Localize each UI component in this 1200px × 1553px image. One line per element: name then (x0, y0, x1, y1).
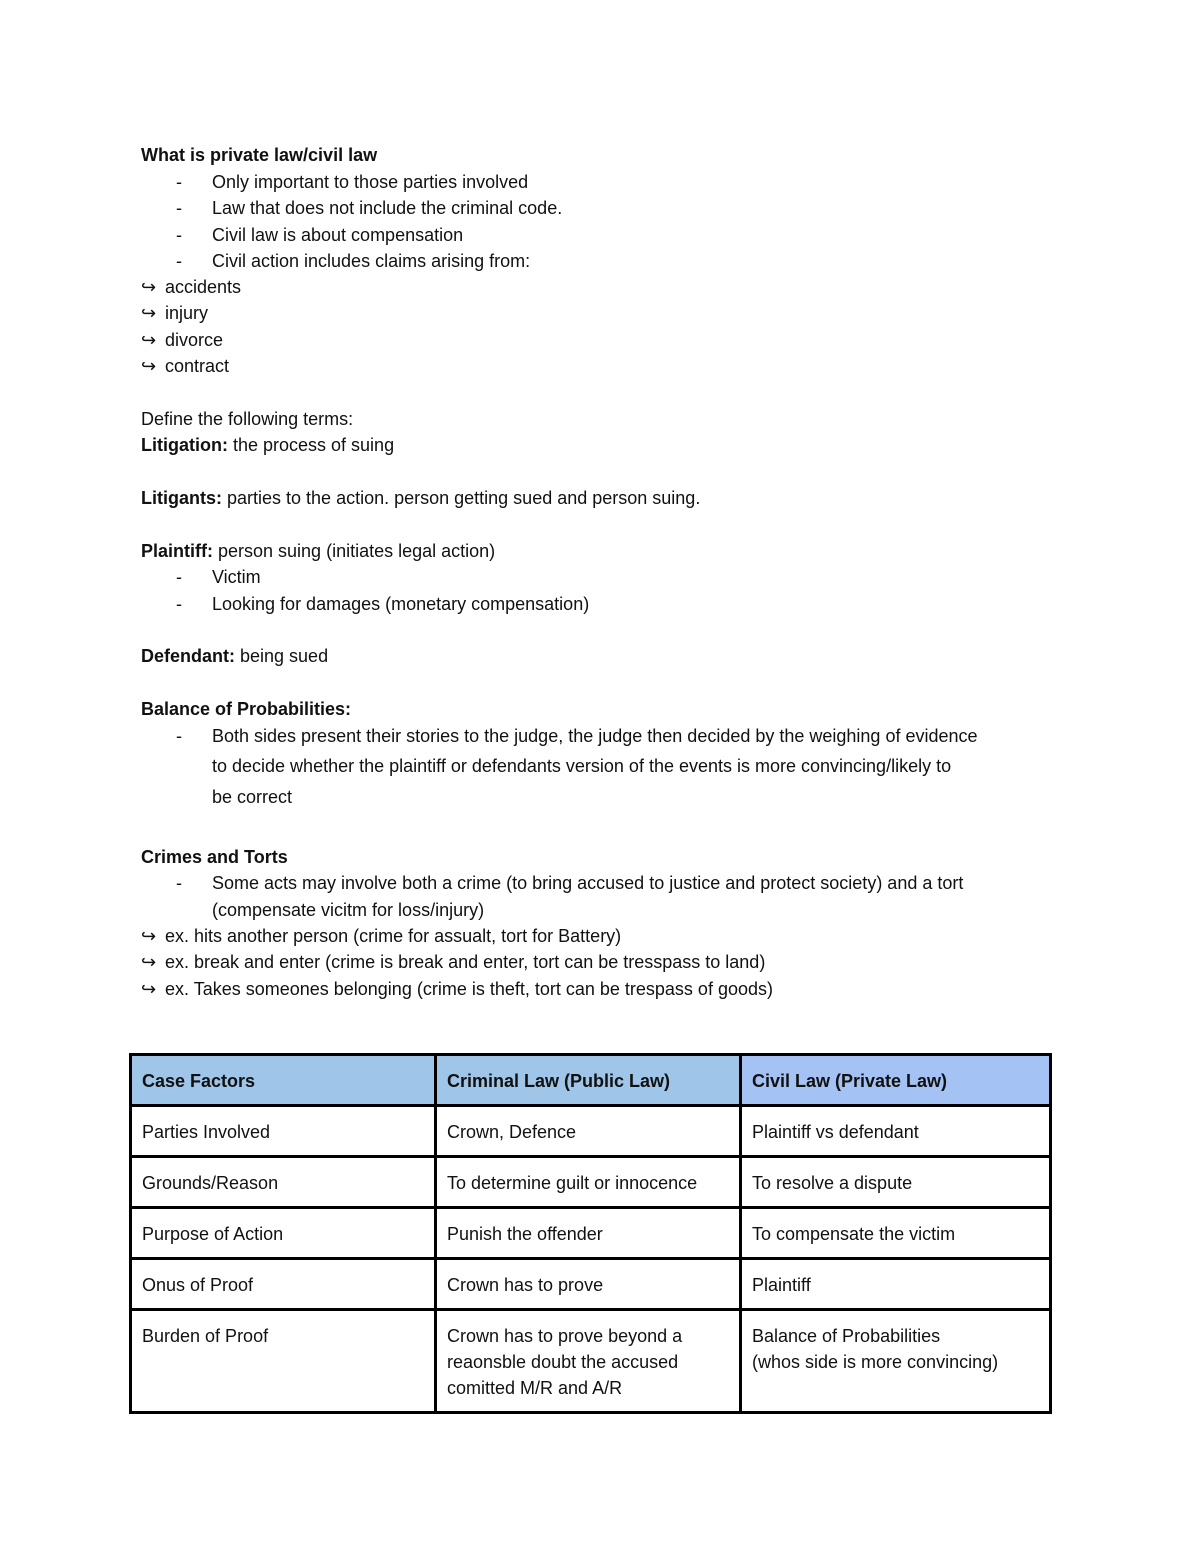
term-balance: Balance of Probabilities: (141, 699, 352, 719)
comparison-table (129, 1053, 1052, 1414)
private-law-bullet: Only important to those parties involved (212, 172, 529, 192)
hook-arrow-icon: ↪ (141, 277, 157, 297)
table-row (131, 1106, 1051, 1157)
term-litigation: Litigation: the process of suing (141, 435, 395, 455)
cell-civil: Plaintiff vs defendant (741, 1106, 1051, 1157)
cell-factor: Grounds/Reason (131, 1157, 436, 1208)
bullet-dash: - (176, 225, 182, 245)
cell-criminal: Crown has to prove (436, 1259, 741, 1310)
cell-criminal: Crown, Defence (436, 1106, 741, 1157)
term-plaintiff: Plaintiff: person suing (initiates legal action) (141, 541, 496, 561)
example-item: ↪ ex. Takes someones belonging (crime is theft, tort can be trespass of goods) (141, 979, 773, 999)
table-header-row (131, 1055, 1051, 1106)
bullet-dash: - (176, 198, 182, 218)
balance-line: to decide whether the plaintiff or defendants version of the events is more convincing/likely to (212, 756, 952, 776)
cell-civil: To resolve a dispute (741, 1157, 1051, 1208)
claim-item: ↪ injury (141, 303, 209, 323)
bullet-dash: - (176, 172, 182, 192)
bullet-dash: - (176, 567, 182, 587)
private-law-bullet: Law that does not include the criminal code. (212, 198, 563, 218)
plaintiff-bullet: Victim (212, 567, 261, 587)
term-defendant: Defendant: being sued (141, 646, 329, 666)
crimes-torts-line: (compensate vicitm for loss/injury) (212, 900, 485, 920)
cell-civil: To compensate the victim (741, 1208, 1051, 1259)
table-row (131, 1310, 1051, 1413)
hook-arrow-icon: ↪ (141, 303, 157, 323)
bullet-dash: - (176, 726, 182, 746)
claim-item: ↪ accidents (141, 277, 242, 297)
cell-civil: Plaintiff (741, 1259, 1051, 1310)
cell-line: Balance of Probabilities (752, 1326, 941, 1346)
cell-line: reaonsble doubt the accused (447, 1352, 679, 1372)
header-case-factors: Case Factors (131, 1055, 436, 1106)
terms-intro: Define the following terms: (141, 409, 354, 429)
hook-arrow-icon: ↪ (141, 330, 157, 350)
term-litigants: Litigants: parties to the action. person getting sued and person suing. (141, 488, 701, 508)
table-row (131, 1157, 1051, 1208)
private-law-heading: What is private law/civil law (141, 145, 378, 165)
balance-line: Both sides present their stories to the judge, the judge then decided by the weighing of evidence (212, 726, 978, 746)
cell-factor: Onus of Proof (131, 1259, 436, 1310)
cell-line: (whos side is more convincing) (752, 1352, 999, 1372)
table-row (131, 1208, 1051, 1259)
hook-arrow-icon: ↪ (141, 356, 157, 376)
balance-line: be correct (212, 787, 293, 807)
hook-arrow-icon: ↪ (141, 952, 157, 972)
private-law-bullet: Civil law is about compensation (212, 225, 464, 245)
cell-line: comitted M/R and A/R (447, 1378, 623, 1398)
claim-item: ↪ divorce (141, 330, 224, 350)
example-item: ↪ ex. hits another person (crime for assualt, tort for Battery) (141, 926, 622, 946)
bullet-dash: - (176, 873, 182, 893)
hook-arrow-icon: ↪ (141, 926, 157, 946)
table-row (131, 1259, 1051, 1310)
example-item: ↪ ex. break and enter (crime is break and enter, tort can be tresspass to land) (141, 952, 766, 972)
bullet-dash: - (176, 594, 182, 614)
crimes-torts-heading: Crimes and Torts (141, 847, 288, 867)
cell-line: Crown has to prove beyond a (447, 1326, 683, 1346)
cell-civil (741, 1310, 1051, 1413)
claim-item: ↪ contract (141, 356, 230, 376)
cell-factor: Parties Involved (131, 1106, 436, 1157)
cell-criminal (436, 1310, 741, 1413)
cell-factor: Purpose of Action (131, 1208, 436, 1259)
private-law-bullet: Civil action includes claims arising from: (212, 251, 531, 271)
header-criminal-law: Criminal Law (Public Law) (436, 1055, 741, 1106)
hook-arrow-icon: ↪ (141, 979, 157, 999)
header-civil-law: Civil Law (Private Law) (741, 1055, 1051, 1106)
cell-criminal: To determine guilt or innocence (436, 1157, 741, 1208)
plaintiff-bullet: Looking for damages (monetary compensation) (212, 594, 590, 614)
cell-factor: Burden of Proof (131, 1310, 436, 1413)
cell-criminal: Punish the offender (436, 1208, 741, 1259)
crimes-torts-line: Some acts may involve both a crime (to bring accused to justice and protect society) and a tort (212, 873, 964, 893)
bullet-dash: - (176, 251, 182, 271)
